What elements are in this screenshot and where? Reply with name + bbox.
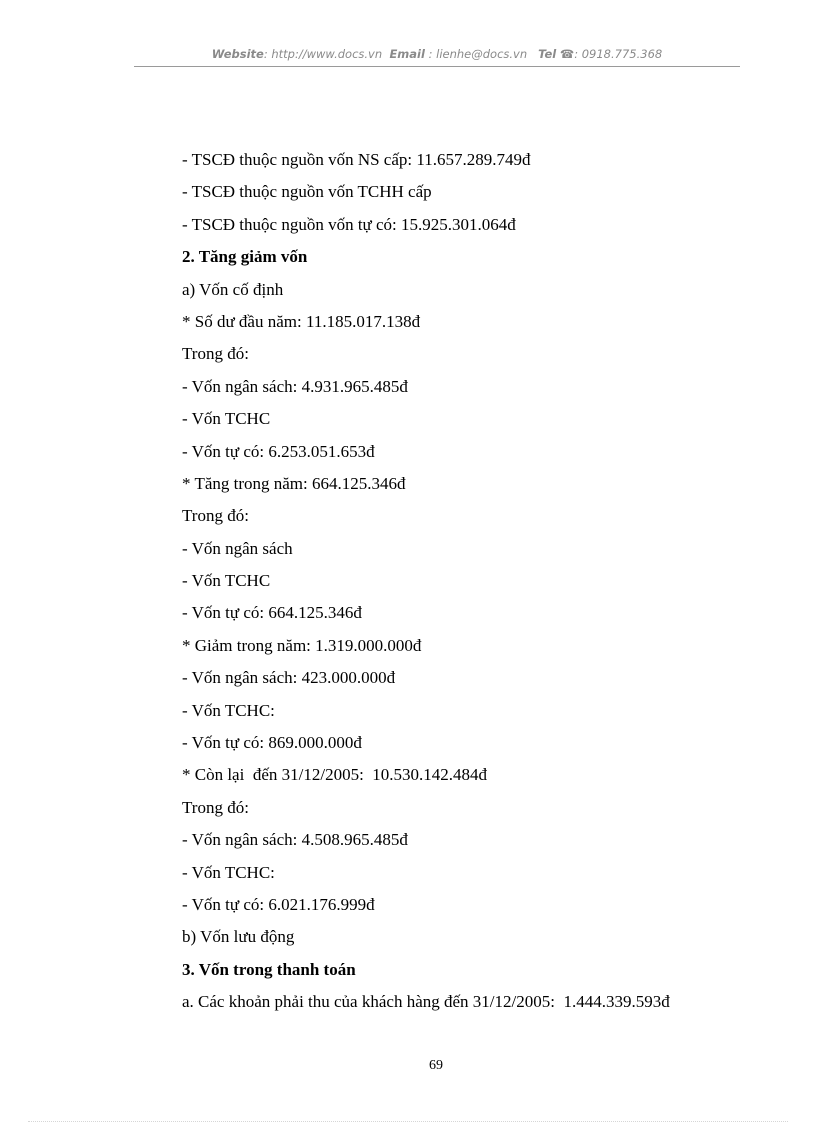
page-number: 69 <box>429 1058 443 1073</box>
text-line: - Vốn tự có: 664.125.346đ <box>182 603 362 623</box>
subsection-heading: b) Vốn lưu động <box>182 927 295 947</box>
tel-value: : 0918.775.368 <box>574 47 663 61</box>
page-header <box>134 47 740 67</box>
phone-icon: ☎ <box>559 47 575 61</box>
text-line: - Vốn ngân sách: 4.931.965.485đ <box>182 376 408 396</box>
text-line: - Vốn tự có: 6.253.051.653đ <box>182 441 375 461</box>
text-line: - Vốn ngân sách: 4.508.965.485đ <box>182 830 408 850</box>
text-line: * Giảm trong năm: 1.319.000.000đ <box>182 635 422 655</box>
text-line: - TSCĐ thuộc nguồn vốn tự có: 15.925.301.064đ <box>182 214 516 234</box>
text-line: - Vốn TCHC: <box>182 862 275 882</box>
website-value: : http://www.docs.vn <box>263 47 383 61</box>
document-body <box>182 144 762 1019</box>
text-line: - TSCĐ thuộc nguồn vốn NS cấp: 11.657.289.749đ <box>182 150 531 169</box>
text-line: - TSCĐ thuộc nguồn vốn TCHH cấp <box>182 182 432 202</box>
text-line: - Vốn ngân sách: 423.000.000đ <box>182 668 396 688</box>
text-line: Trong đó: <box>182 344 249 364</box>
email-value: : lienhe@docs.vn <box>424 47 528 61</box>
page-bottom-border <box>28 1121 788 1122</box>
text-line: - Vốn TCHC <box>182 409 271 429</box>
section-heading: 2. Tăng giảm vốn <box>182 247 308 267</box>
website-label: Website <box>211 47 264 61</box>
subsection-heading: a) Vốn cố định <box>182 279 284 299</box>
tel-label: Tel <box>538 47 557 61</box>
email-label: Email <box>389 47 425 61</box>
text-line: - Vốn ngân sách <box>182 538 293 558</box>
header-divider <box>134 66 740 67</box>
text-line: Trong đó: <box>182 506 249 526</box>
text-line: * Số dư đầu năm: 11.185.017.138đ <box>182 311 421 331</box>
text-line: - Vốn tự có: 869.000.000đ <box>182 733 362 753</box>
text-line: Trong đó: <box>182 797 249 817</box>
text-line: * Còn lại đến 31/12/2005: 10.530.142.484đ <box>182 765 488 785</box>
section-heading: 3. Vốn trong thanh toán <box>182 959 356 979</box>
text-line: a. Các khoản phải thu của khách hàng đến 31/12/2005: 1.444.339.593đ <box>182 992 670 1012</box>
text-line: * Tăng trong năm: 664.125.346đ <box>182 473 406 493</box>
text-line: - Vốn tự có: 6.021.176.999đ <box>182 894 375 914</box>
text-line: - Vốn TCHC: <box>182 700 275 720</box>
text-line: - Vốn TCHC <box>182 571 271 591</box>
